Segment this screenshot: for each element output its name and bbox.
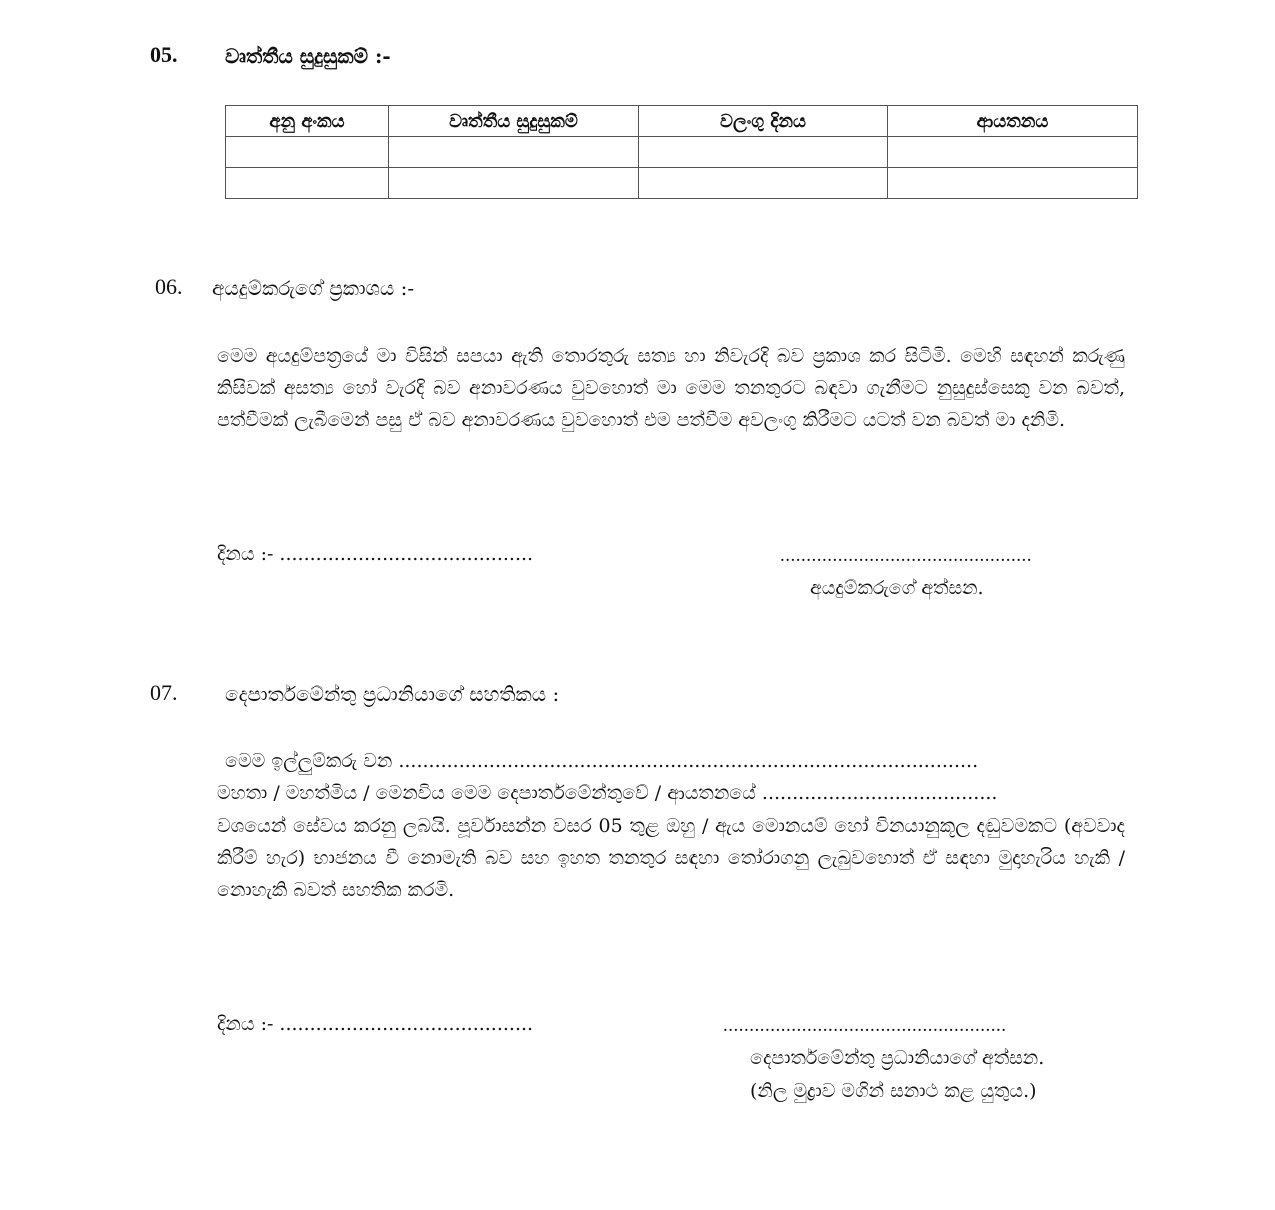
applicant-signature-label: අයදුම්කරුගේ අත්සන. <box>810 577 984 599</box>
section-05-number: 05. <box>150 42 178 67</box>
applicant-declaration-text: මෙම අයදුම්පත්‍රයේ මා විසින් සපයා ඇති තොරතුරු සත්‍ය හා නිවැරදි බව ප්‍රකාශ කර සිටිමි. මෙහි සඳහන් කරුණු කිසිවක් අසත්‍ය හෝ වැරදි බව අනාවරණය වුවහොත් මා මෙම තනතුරට බඳවා ගැනීමට නුසුදුස්සෙකු වන බවත්, පත්වීමක් ලැබීමෙන් පසු ඒ බව අනාවරණය වුවහොත් එම පත්වීම අවලංගු කිරීමට යටත් වන බවත් මා දනිමි. <box>217 345 1125 431</box>
certificate-line-1: මෙම ඉල්ලුම්කරු වන ................................................................................................ <box>225 750 979 772</box>
section-05-title: වෘත්තීය සුදුසුකම් :- <box>225 44 391 68</box>
section-07-title: දෙපාර්තමේන්තු ප්‍රධානියාගේ සහතිකය : <box>225 682 560 706</box>
certificate-text: වශයෙන් සේවය කරනු ලබයි. පූර්වාසන්න වසර 05 තුළ ඔහු / ඇය මොනයම් හෝ විනයානුකූල දඬුවමකට (අවවාද කිරීම් හැර) භාජනය වී නොමැති බව සහ ඉහත තනතුර සඳහා තෝරාගනු ලැබුවහොත් ඒ සඳහා මුදාහැරිය හැකි /නොහැකි බවත් සහතික කරමි. <box>217 815 1125 901</box>
table-cell[interactable] <box>389 137 639 168</box>
table-header-row <box>226 106 1138 137</box>
applicant-signature-line: ................................................ <box>780 545 1032 566</box>
table-row <box>226 168 1138 199</box>
table-cell[interactable] <box>639 168 888 199</box>
table-row <box>226 137 1138 168</box>
header-institution: ආයතනය <box>888 106 1138 137</box>
head-signature-line: ...................................................... <box>723 1015 1007 1036</box>
table-cell[interactable] <box>888 137 1138 168</box>
official-stamp-note: (නිල මුද්‍රාව මගින් සනාථ කළ යුතුය.) <box>750 1080 1037 1102</box>
certificate-line-2: මහතා / මහත්මිය / මෙනවිය මෙම දෙපාර්තමේන්තුවේ / ආයතනයේ ....................................... <box>217 782 998 804</box>
table-cell[interactable] <box>389 168 639 199</box>
section-06-number: 06. <box>155 274 183 299</box>
header-valid-date: වලංගු දිනය <box>639 106 888 137</box>
section-06-title: අයදුම්කරුගේ ප්‍රකාශය :- <box>212 276 415 300</box>
section-07-number: 07. <box>150 680 178 705</box>
applicant-date-field: දිනය :- .......................................... <box>217 543 534 565</box>
table-cell[interactable] <box>639 137 888 168</box>
table-cell[interactable] <box>888 168 1138 199</box>
qualifications-table <box>225 105 1138 199</box>
head-date-field: දිනය :- .......................................... <box>217 1013 534 1035</box>
head-signature-label: දෙපාර්තමේන්තු ප්‍රධානියාගේ අත්සන. <box>750 1047 1045 1069</box>
header-serial-no: අනු අංකය <box>226 106 389 137</box>
header-qualification: වෘත්තීය සුදුසුකම් <box>389 106 639 137</box>
table-cell[interactable] <box>226 168 389 199</box>
table-cell[interactable] <box>226 137 389 168</box>
